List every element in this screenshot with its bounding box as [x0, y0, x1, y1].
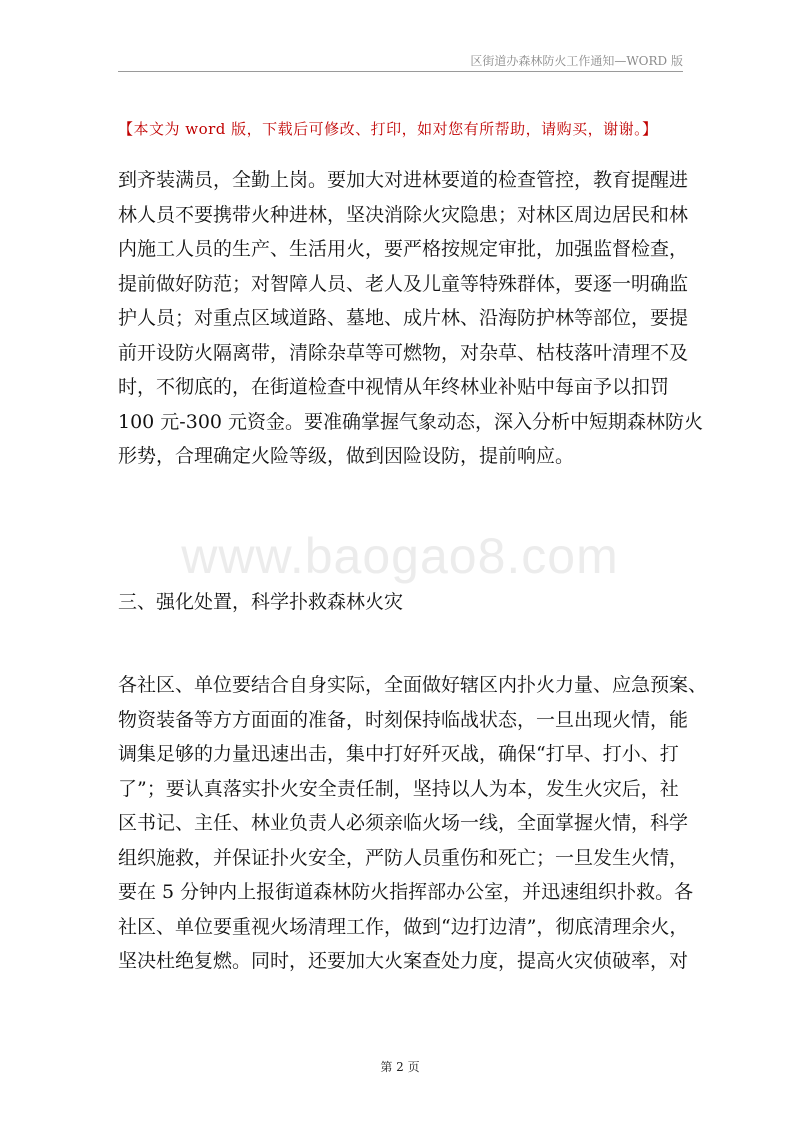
text-line: 林人员不要携带火种进林，坚决消除火灾隐患；对林区周边居民和林 — [118, 203, 689, 226]
paragraph-firefighting — [118, 668, 708, 979]
page-header: 区街道办森林防火工作通知—WORD 版 — [470, 54, 683, 68]
text-line: 形势，合理确定火险等级，做到因险设防，提前响应。 — [118, 445, 575, 467]
text-line: 提前做好防范；对智障人员、老人及儿童等特殊群体，要逐一明确监 — [118, 272, 689, 295]
text-line: 100 元-300 元资金。要准确掌握气象动态，深入分析中短期森林防火 — [118, 410, 704, 433]
section-heading: 三、强化处置，科学扑救森林火灾 — [118, 591, 404, 613]
text-line: 护人员；对重点区域道路、墓地、成片林、沿海防护林等部位，要提 — [118, 307, 689, 329]
text-line: 了”；要认真落实扑火安全责任制，坚持以人为本，发生火灾后，社 — [118, 777, 679, 800]
download-notice: 【本文为 word 版，下载后可修改、打印，如对您有所帮助，请购买，谢谢。】 — [118, 120, 658, 138]
text-line: 到齐装满员，全勤上岗。要加大对进林要道的检查管控，教育提醒进 — [118, 169, 689, 191]
text-line: 组织施救，并保证扑火安全，严防人员重伤和死亡；一旦发生火情， — [118, 846, 689, 869]
text-line: 前开设防火隔离带，清除杂草等可燃物，对杂草、枯枝落叶清理不及 — [118, 341, 689, 364]
text-line: 内施工人员的生产、生活用火，要严格按规定审批，加强监督检查， — [118, 238, 689, 260]
text-line: 各社区、单位要结合自身实际，全面做好辖区内扑火力量、应急预案、 — [118, 674, 708, 696]
text-line: 物资装备等方方面面的准备，时刻保持临战状态，一旦出现火情，能 — [118, 708, 689, 731]
header-divider — [118, 71, 683, 72]
page-number: 第 2 页 — [380, 1060, 420, 1074]
text-line: 要在 5 分钟内上报街道森林防火指挥部办公室，并迅速组织扑救。各 — [118, 881, 694, 903]
watermark: www.baogao8.com — [181, 528, 619, 584]
text-line: 时，不彻底的，在街道检查中视情从年终林业补贴中每亩予以扣罚 — [118, 376, 670, 398]
paragraph-prevention — [118, 163, 704, 474]
text-line: 社区、单位要重视火场清理工作，做到“边打边清”，彻底清理余火， — [118, 915, 689, 938]
text-line: 调集足够的力量迅速出击，集中打好歼灭战，确保“打早、打小、打 — [118, 743, 679, 765]
text-line: 坚决杜绝复燃。同时，还要加大火案查处力度，提高火灾侦破率，对 — [118, 950, 689, 972]
text-line: 区书记、主任、林业负责人必须亲临火场一线，全面掌握火情，科学 — [118, 812, 689, 834]
